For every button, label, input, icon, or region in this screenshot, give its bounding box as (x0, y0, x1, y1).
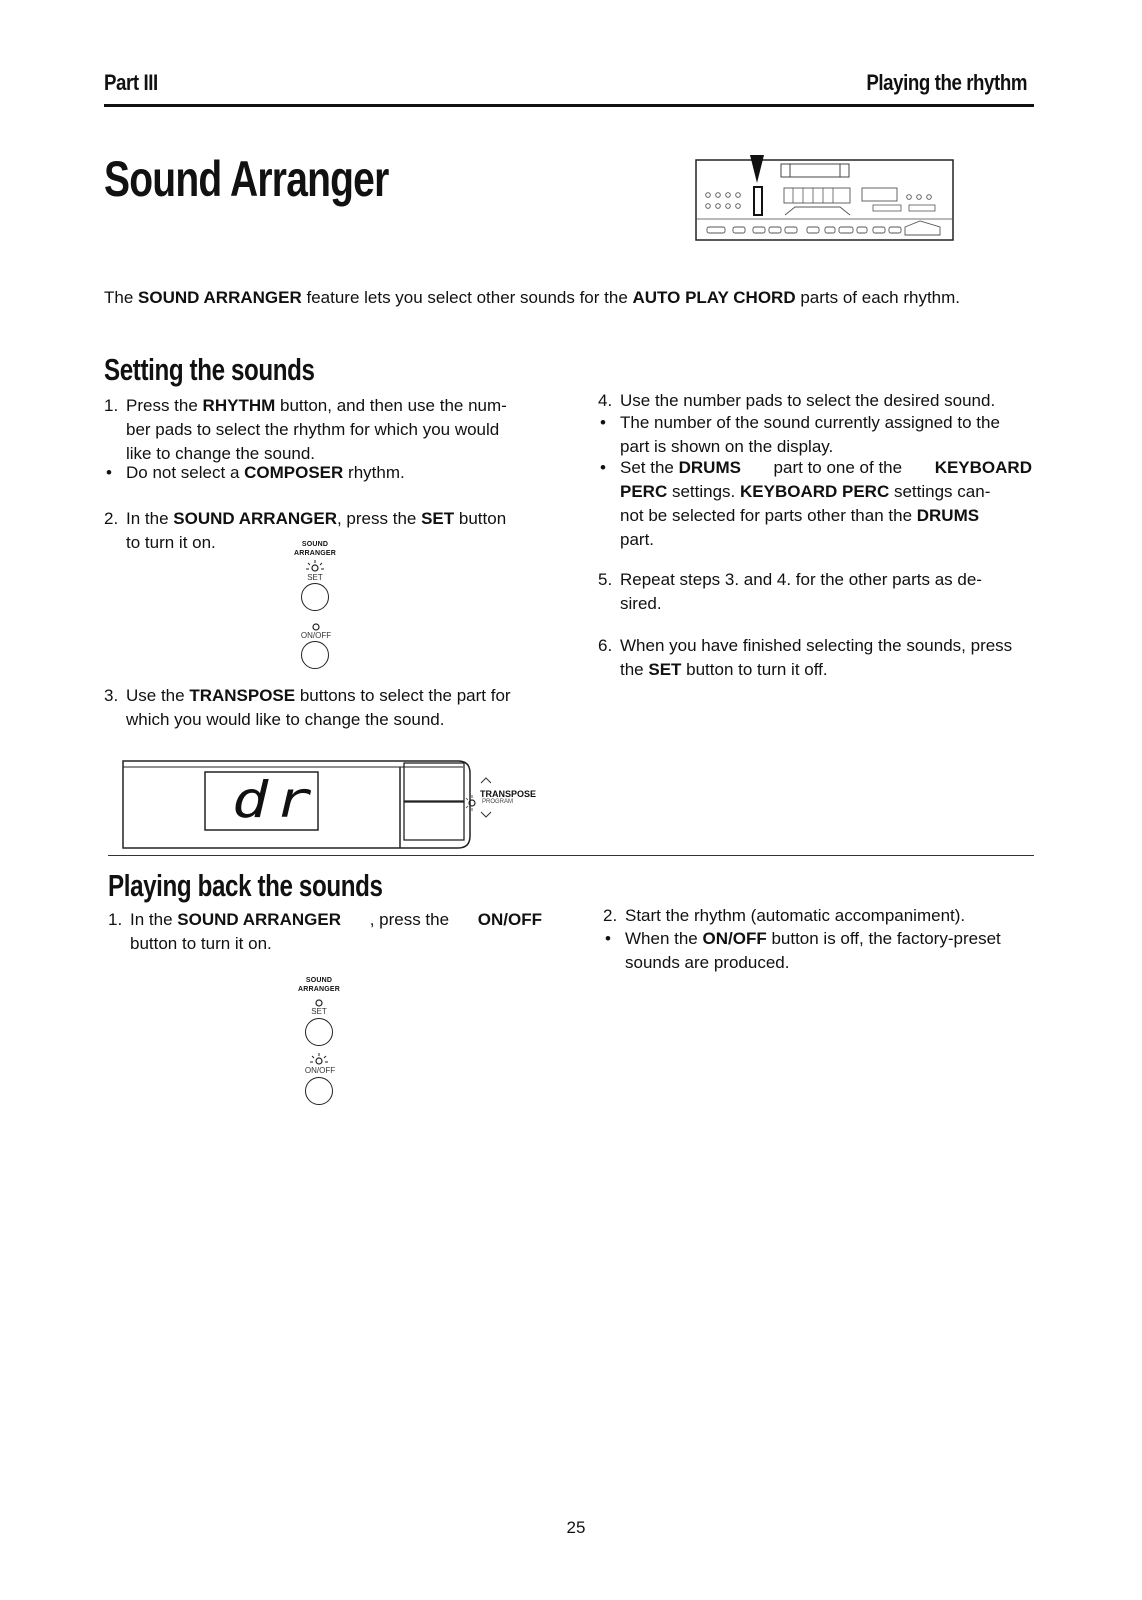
section-divider (108, 855, 1034, 856)
display-readout: dr (232, 771, 319, 829)
transpose-label: TRANSPOSE (480, 789, 537, 799)
page-title: Sound Arranger (104, 151, 389, 207)
panel2-set-label: SET (311, 1007, 327, 1016)
panel2-sound-label: SOUND (305, 977, 333, 984)
onoff-button-2[interactable] (305, 1077, 333, 1105)
page-number: 25 (566, 1518, 586, 1537)
playback-heading: Playing back the sounds (108, 868, 383, 903)
panel1-arranger-label: ARRANGER (293, 550, 337, 557)
panel2-onoff-label: ON/OFF (304, 1066, 336, 1075)
keyboard-panel-illustration (695, 155, 955, 243)
program-label: PROGRAM (482, 799, 514, 805)
panel1-set-label: SET (307, 573, 323, 582)
part-label: Part III (104, 70, 158, 95)
panel2-arranger-label: ARRANGER (297, 986, 341, 993)
set-button[interactable] (301, 583, 329, 611)
setting-heading: Setting the sounds (104, 352, 315, 387)
section-label: Playing the rhythm (866, 70, 1027, 95)
onoff-button[interactable] (301, 641, 329, 669)
header-rule (104, 104, 1034, 107)
panel1-onoff-label: ON/OFF (300, 631, 332, 640)
intro-paragraph: The SOUND ARRANGER feature lets you select other sounds for the AUTO PLAY CHORD parts of each rhythm. (104, 288, 961, 307)
set-button-2[interactable] (305, 1018, 333, 1046)
panel1-sound-label: SOUND (301, 541, 329, 548)
